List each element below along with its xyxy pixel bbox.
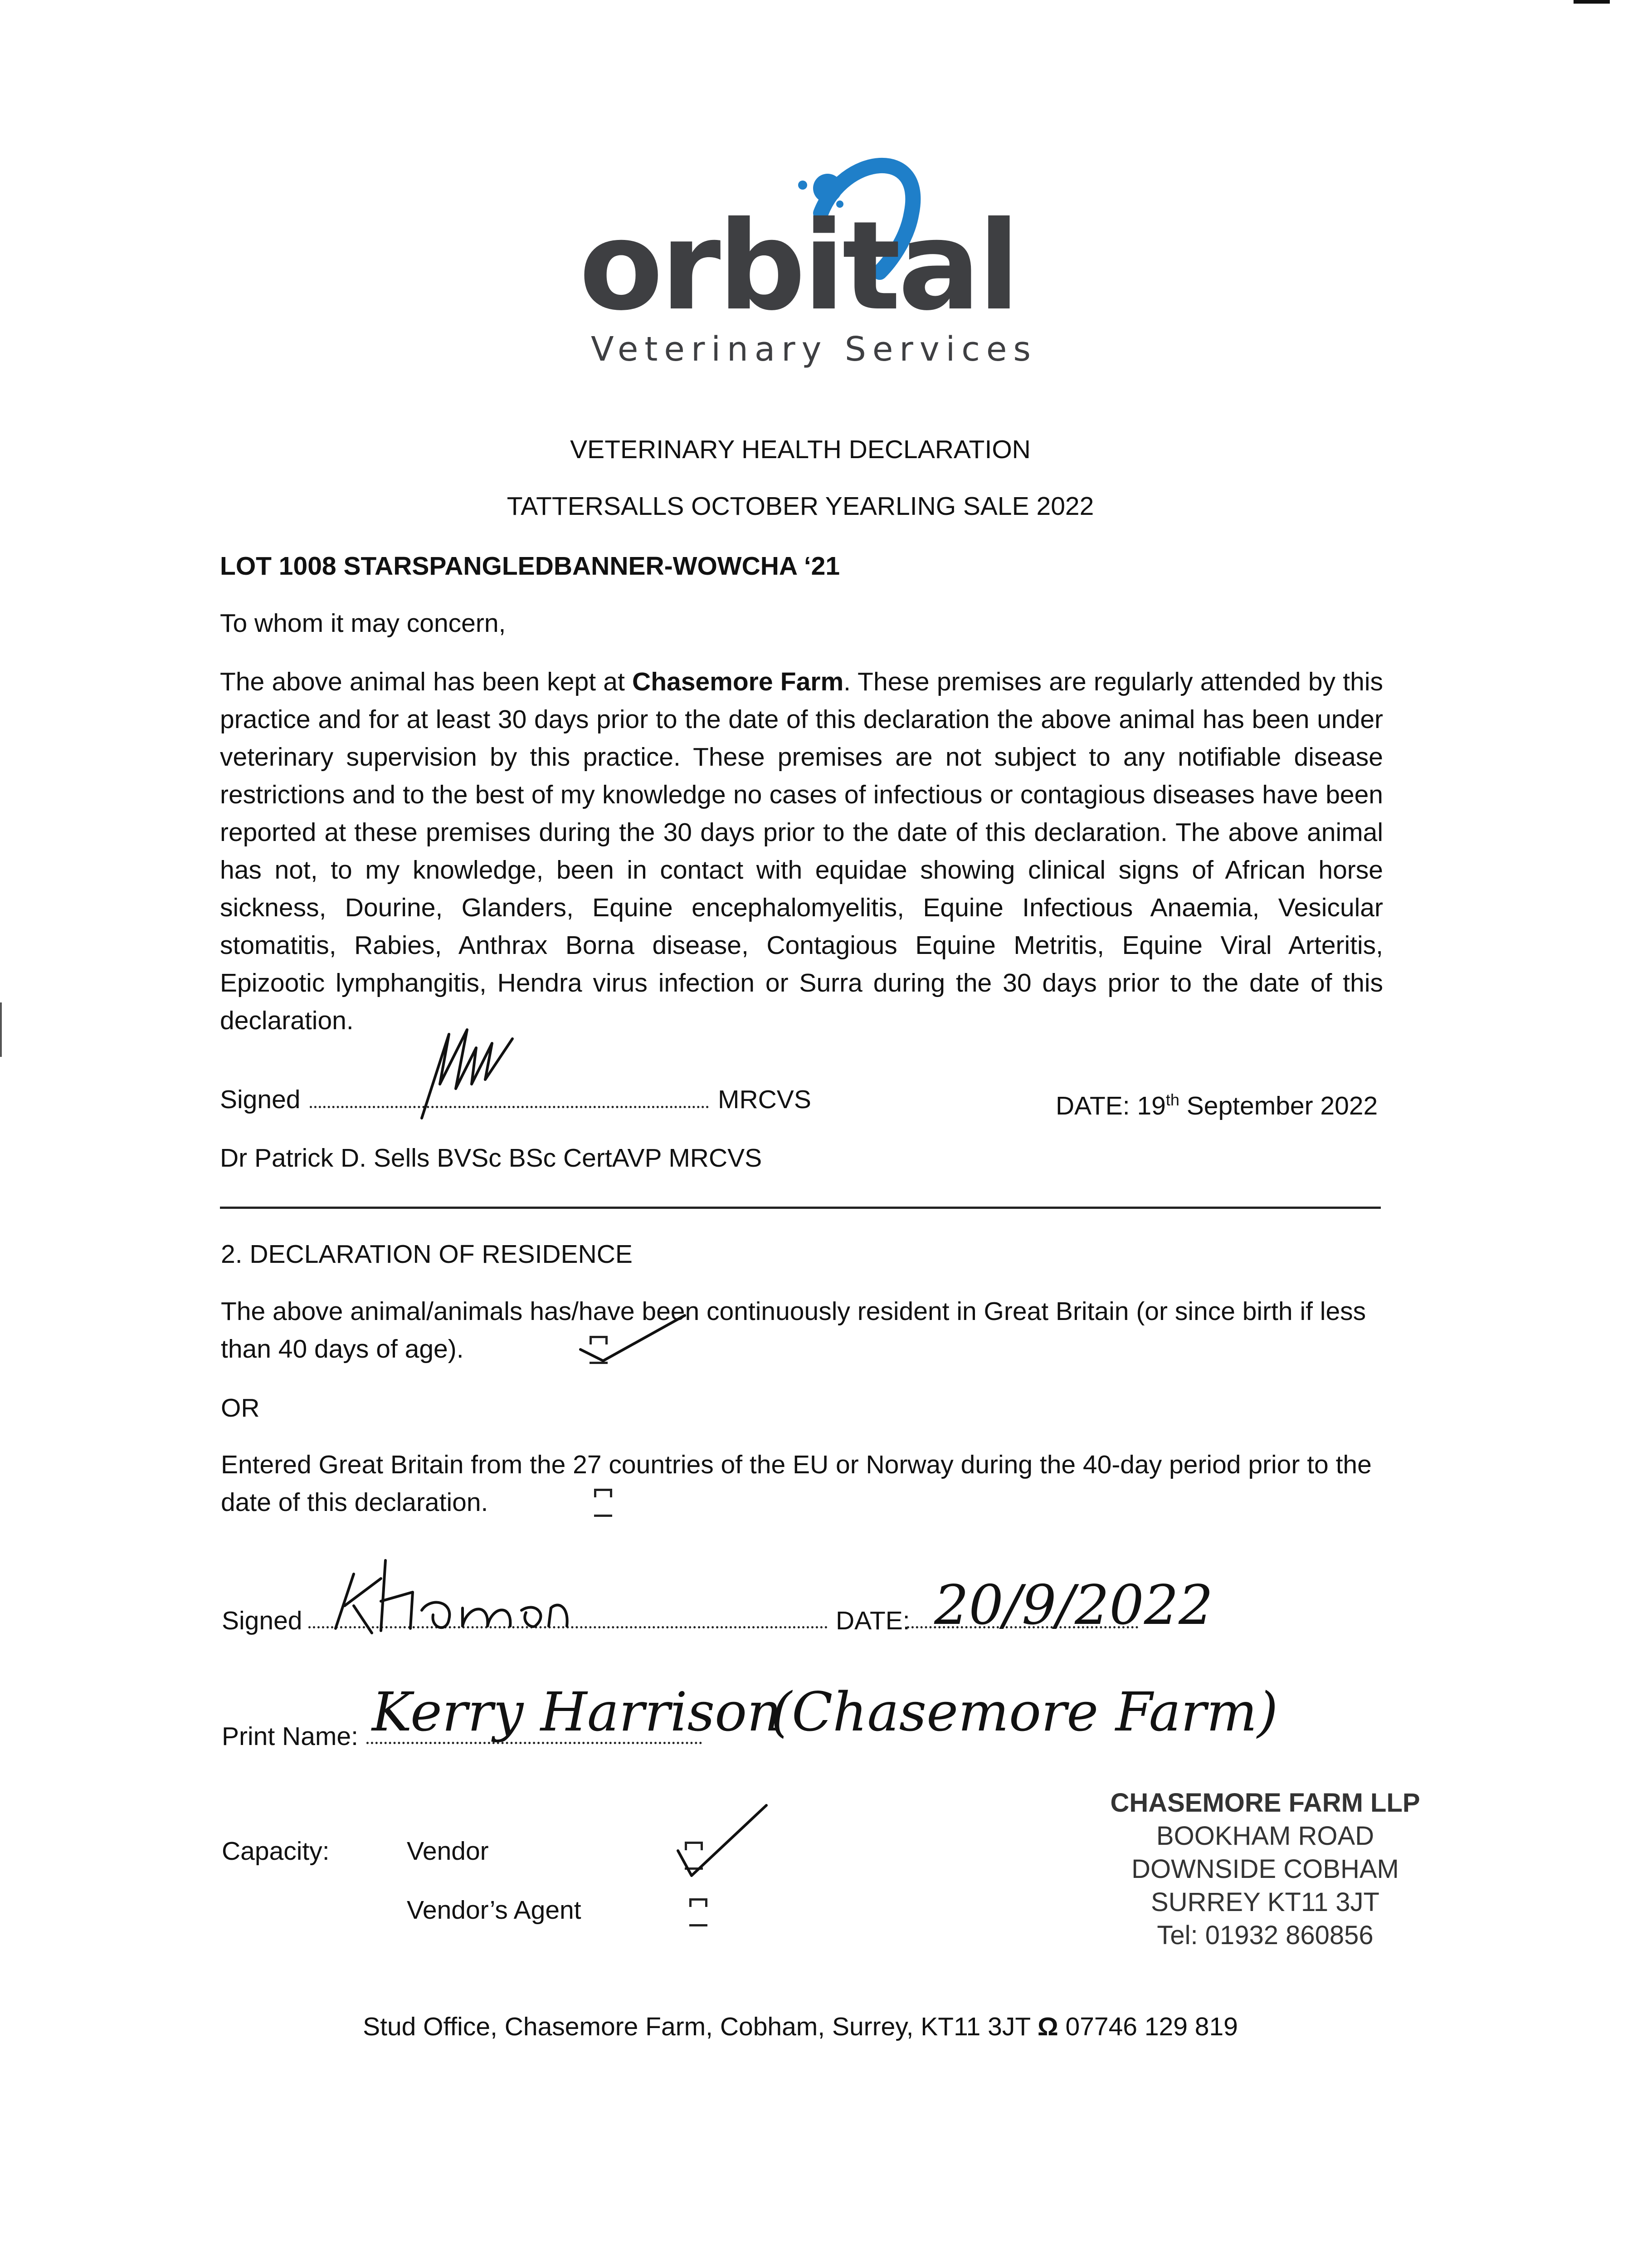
residence-eu-checkbox[interactable] [594,1489,612,1517]
section-divider [220,1207,1381,1209]
vendors-agent-option-label: Vendor’s Agent [407,1896,581,1925]
print-name-label: Print Name: [222,1722,358,1751]
capacity-label: Capacity: [222,1837,330,1866]
scan-edge-mark [1574,0,1610,4]
sale-title: TATTERSALLS OCTOBER YEARLING SALE 2022 [507,492,1094,521]
vet-name: Dr Patrick D. Sells BVSc BSc CertAVP MRCVS [220,1144,762,1173]
vendor-date-handwritten [925,1560,1243,1642]
practice-logo [562,136,1052,381]
vendors-agent-checkbox[interactable] [689,1898,707,1926]
body-text-start: The above animal has been kept at [220,667,633,696]
svg-text:20/9/2022: 20/9/2022 [934,1574,1213,1637]
print-name-handwritten [372,1651,1278,1769]
document-title: VETERINARY HEALTH DECLARATION [570,435,1031,464]
vendor-signature [317,1542,571,1642]
greeting: To whom it may concern, [220,609,506,638]
residence-option-eu: Entered Great Britain from the 27 countries of the EU or Norway during the 40-day period prior to the date of this declaration. [221,1450,1372,1517]
checkmark-icon [671,1796,780,1887]
logo-tagline: Veterinary Services [591,330,1037,369]
stamp-line-4: SURREY KT11 3JT [1151,1887,1379,1917]
body-text-rest: . These premises are regularly attended by this practice and for at least 30 days prior to the date of this declaration the above animal has been under veterinary supervision by this practice. These premises are not subject to any notifiable disease restrictions and to the best of my knowledge no cases of infectious or contagious diseases have been reported at these premises during the 30 days prior to the date of this declaration. The above animal has not, to my knowledge, been in contact with equidae showing clinical signs of African horse sickness, Dourine, Glanders, Equine encephalomyelitis, Equine Infectious Anaemia, Vesicular stomatitis, Rabies, Anthrax Borna disease, Contagious Equine Metritis, Equine Viral Arteritis, Epizootic lymphangitis, Hendra virus infection or Surra during the 30 days prior to the date of this declaration. [220,667,1383,1035]
vet-declaration-date: DATE: 19th September 2022 [1056,1090,1378,1120]
farm-stamp [1088,1786,1442,1952]
footer-phone: 07746 129 819 [1065,2012,1238,2041]
svg-text:(Chasemore Farm): (Chasemore Farm) [771,1681,1278,1743]
health-declaration-text [220,663,1383,1040]
logo-wordmark: orbital [579,195,1018,337]
scan-edge-mark [0,1002,2,1057]
orbital-swoosh-icon [562,136,1052,381]
vet-signature [408,1016,526,1125]
stamp-line-3: DOWNSIDE COBHAM [1131,1854,1399,1884]
vet-signed-label: Signed [220,1085,301,1114]
vendor-option-label: Vendor [407,1837,489,1866]
vendor-signed-label: Signed [222,1606,302,1635]
svg-text:Kerry Harrison: Kerry Harrison [372,1681,782,1743]
farm-name: Chasemore Farm [632,667,844,696]
phone-icon: Ω [1037,2012,1058,2041]
checkmark-icon [576,1306,694,1370]
stamp-line-2: BOOKHAM ROAD [1156,1821,1374,1851]
footer-address: Stud Office, Chasemore Farm, Cobham, Surrey, KT11 3JT Ω 07746 129 819 [363,2012,1238,2041]
lot-heading: LOT 1008 STARSPANGLEDBANNER-WOWCHA ‘21 [220,552,840,581]
residence-heading: 2. DECLARATION OF RESIDENCE [221,1240,633,1269]
mrcvs-label: MRCVS [718,1085,811,1114]
stamp-line-1: CHASEMORE FARM LLP [1110,1788,1420,1818]
stamp-line-5: Tel: 01932 860856 [1157,1921,1374,1950]
or-separator: OR [221,1393,260,1422]
residence-option-gb: The above animal/animals has/have been continuously resident in Great Britain (or since birth if less than 40 days of age). [221,1297,1366,1364]
vendor-date-label: DATE: [836,1606,910,1635]
